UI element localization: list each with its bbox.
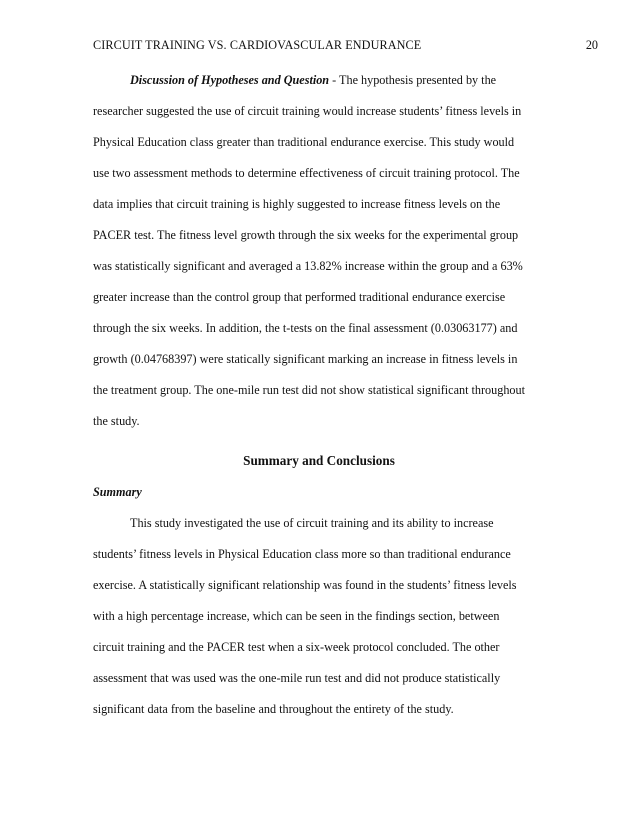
paragraph-line: the treatment group. The one-mile run test did not show statistical significant throughout [93, 383, 526, 397]
paragraph-line: researcher suggested the use of circuit training would increase students’ fitness levels in [93, 104, 522, 118]
discussion-heading: Discussion of Hypotheses and Question [130, 73, 330, 87]
paragraph-line: growth (0.04768397) were statically significant marking an increase in fitness levels in [93, 352, 518, 366]
paragraph-line: PACER test. The fitness level growth through the six weeks for the experimental group [93, 228, 519, 242]
paragraph-line: significant data from the baseline and throughout the entirety of the study. [93, 702, 454, 716]
discussion-line-text: - The hypothesis presented by the [329, 73, 497, 87]
paragraph-line: with a high percentage increase, which can be seen in the findings section, between [93, 609, 500, 623]
paragraph-line: greater increase than the control group that performed traditional endurance exercise [93, 290, 506, 304]
paragraph-line [130, 73, 496, 88]
paragraph-line: was statistically significant and averaged a 13.82% increase within the group and a 63% [93, 259, 523, 273]
paragraph-line: data implies that circuit training is highly suggested to increase fitness levels on the [93, 197, 501, 211]
running-head: CIRCUIT TRAINING VS. CARDIOVASCULAR ENDURANCE [93, 38, 422, 52]
paragraph-line: students’ fitness levels in Physical Education class more so than traditional endurance [93, 547, 511, 561]
subsection-heading: Summary [93, 485, 142, 499]
paragraph-line: assessment that was used was the one-mile run test and did not produce statistically [93, 671, 501, 685]
page-number: 20 [585, 38, 598, 52]
paragraph-line: through the six weeks. In addition, the t-tests on the final assessment (0.03063177) and [93, 321, 518, 335]
paragraph-line: use two assessment methods to determine effectiveness of circuit training protocol. The [93, 166, 520, 180]
paragraph-line: exercise. A statistically significant relationship was found in the students’ fitness levels [93, 578, 517, 592]
section-heading: Summary and Conclusions [243, 453, 395, 468]
paragraph-line: Physical Education class greater than traditional endurance exercise. This study would [93, 135, 515, 149]
paragraph-line: the study. [93, 414, 140, 428]
paragraph-line: circuit training and the PACER test when a six-week protocol concluded. The other [93, 640, 500, 654]
paragraph-line: This study investigated the use of circuit training and its ability to increase [130, 516, 494, 530]
